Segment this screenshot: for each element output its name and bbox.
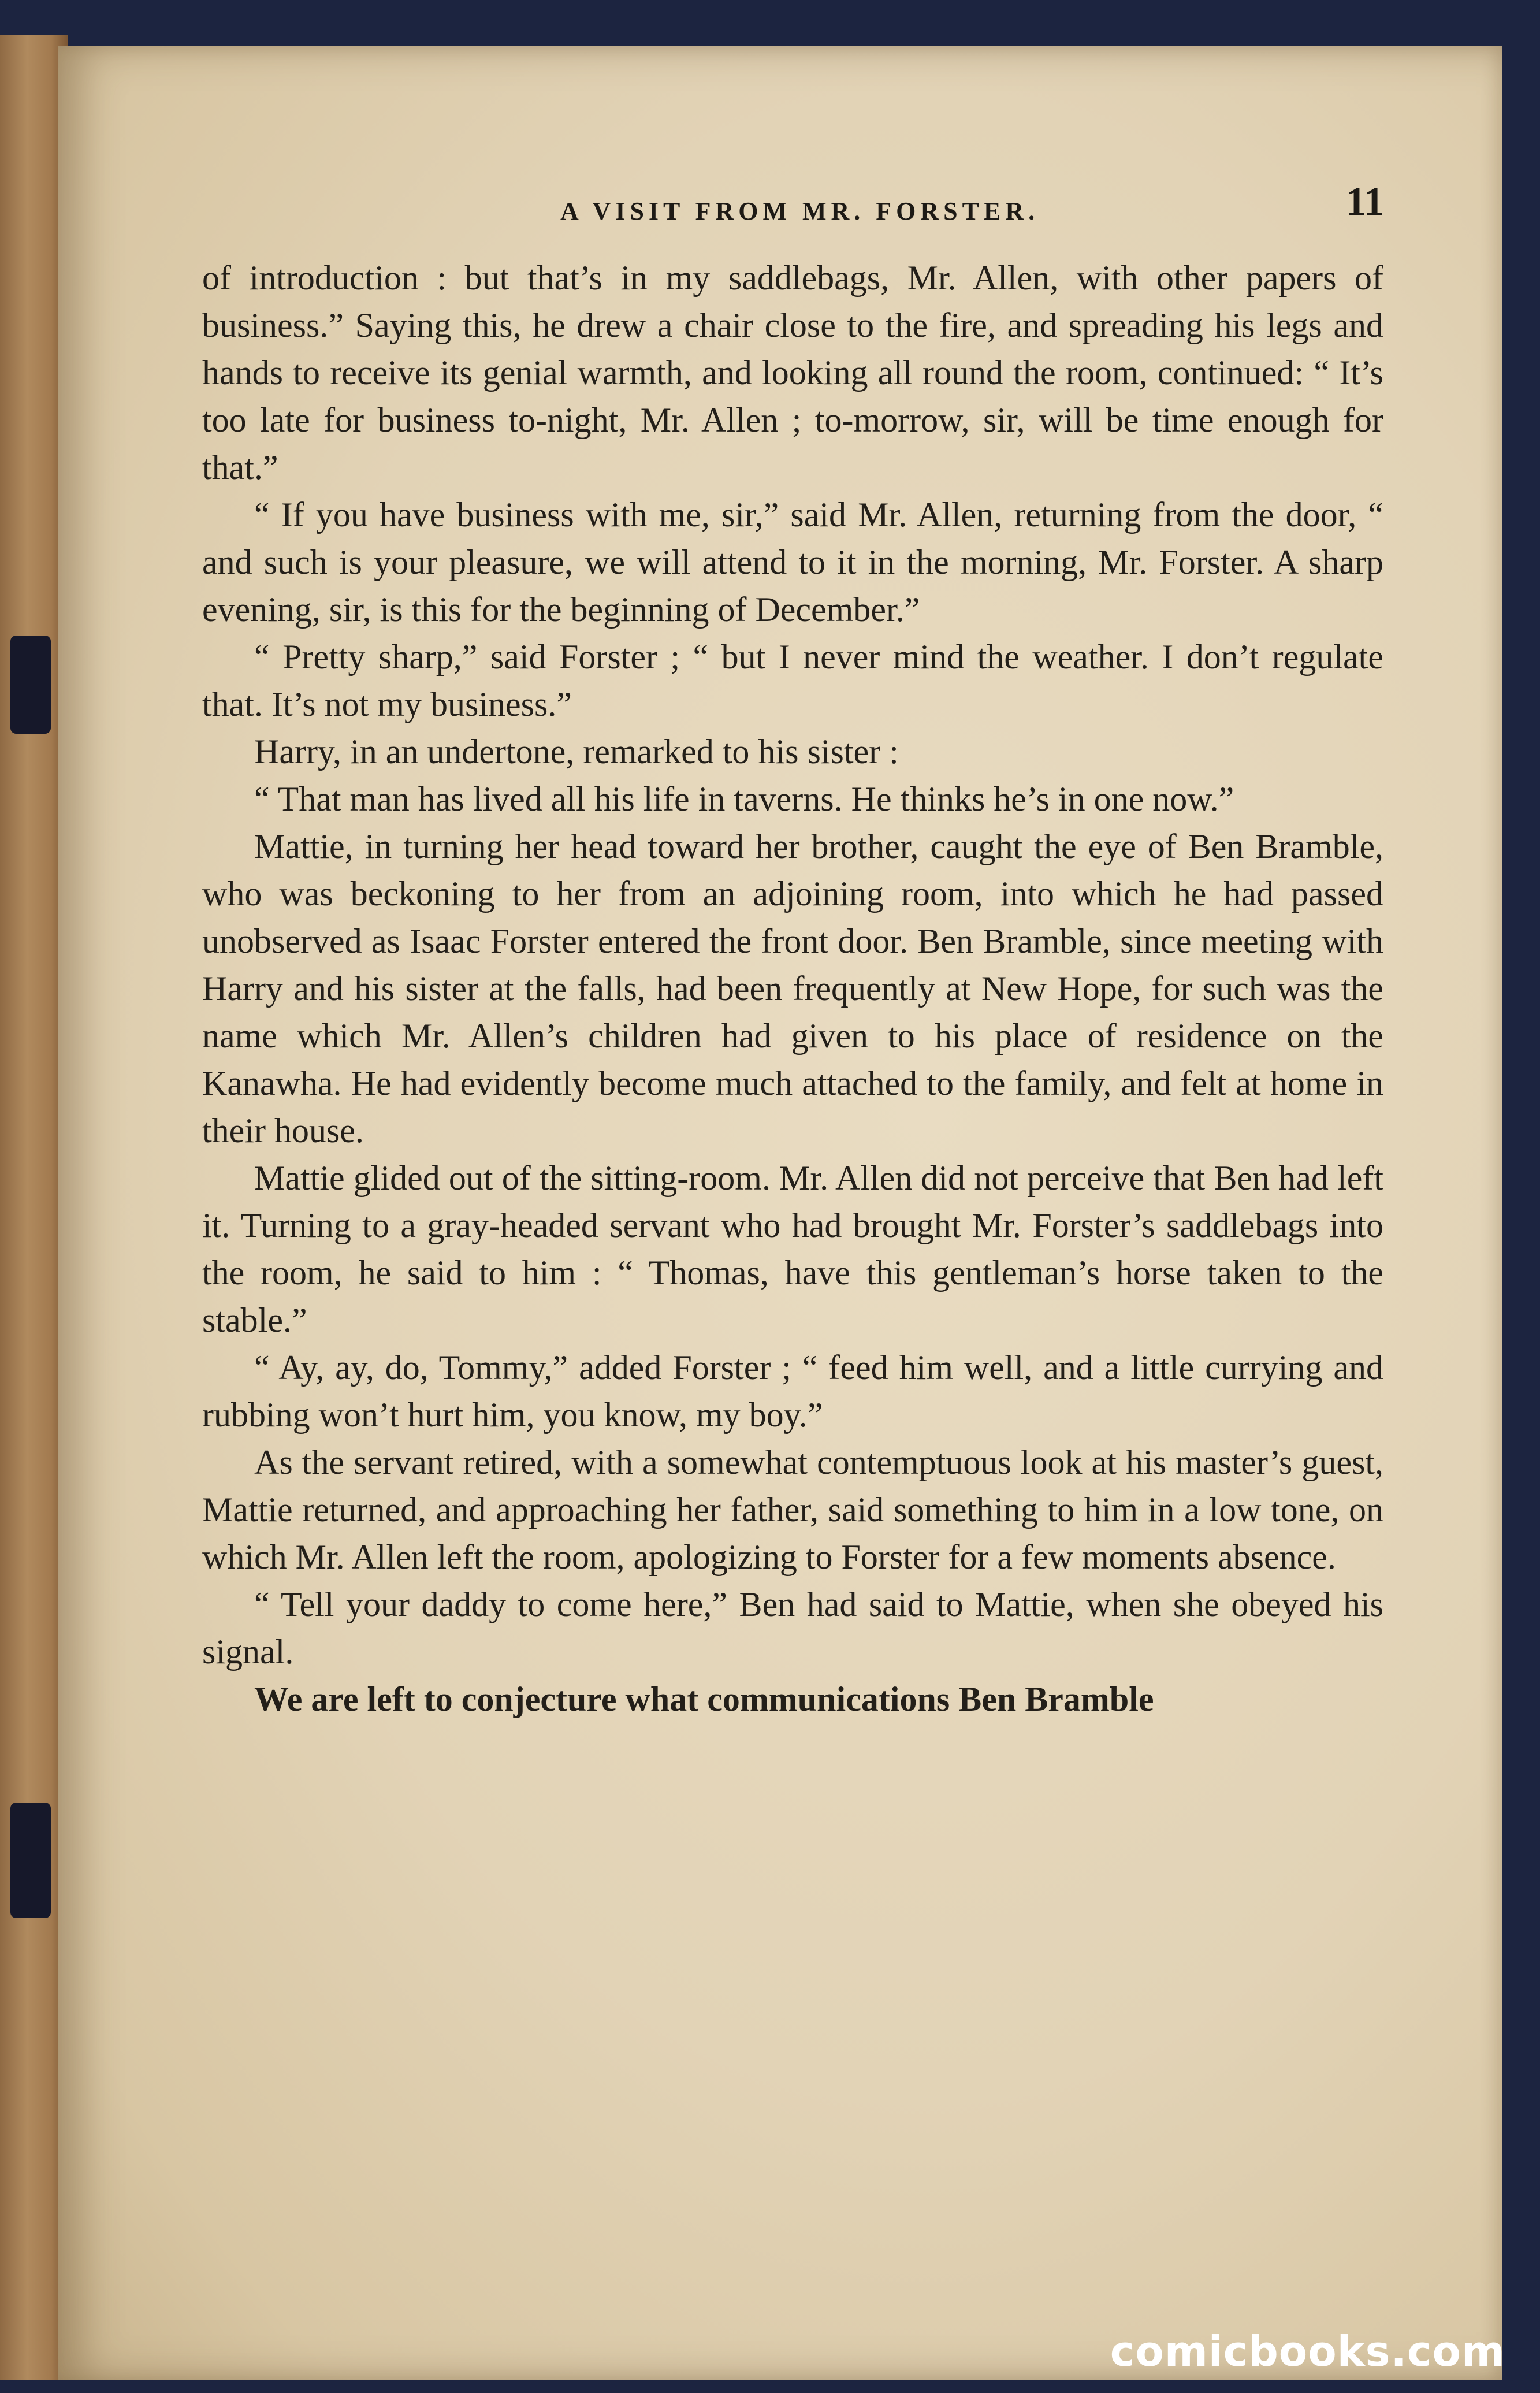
paragraph: “ Tell your daddy to come here,” Ben had said to Mattie, when she obeyed his signal. xyxy=(202,1585,1383,1671)
paragraph: “ That man has lived all his life in taverns. He thinks he’s in one now.” xyxy=(254,780,1234,818)
paragraph: Mattie, in turning her head toward her brother, caught the eye of Ben Bramble, who was beckoning to her from an adjoining room, into which he had passed unobserved as Isaac Forster entered the front door. Ben Bramble, since meeting with Harry and his sister at the falls, had been frequently at New Hope, for such was the name which Mr. Allen’s children had given to his place of residence on the Kanawha. He had evidently become much attached to the family, and felt at home in their house. xyxy=(202,827,1383,1150)
running-head-title: A VISIT FROM MR. FORSTER. xyxy=(560,197,1040,225)
page-number: 11 xyxy=(1346,180,1385,224)
paragraph: of introduction : but that’s in my saddlebags, Mr. Allen, with other papers of business.” Saying this, he drew a chair close to the fire, and spreading his legs and hands to receive its genial warmth, and looking all round the room, continued: “ It’s too late for business to-night, Mr. Allen ; to-morrow, sir, will be time enough for that.” xyxy=(202,259,1383,486)
watermark-text: comicbooks.com xyxy=(1110,2327,1505,2376)
binding-stitch-hole xyxy=(10,636,51,734)
paragraph: We are left to conjecture what communications Ben Bramble xyxy=(254,1680,1154,1718)
paragraph: Mattie glided out of the sitting-room. Mr. Allen did not perceive that Ben had left it. Turning to a gray-headed servant who had brought Mr. Forster’s saddlebags into the room, he said to him : “ Thomas, have this gentleman’s horse taken to the stable.” xyxy=(202,1159,1383,1339)
paragraph: “ Pretty sharp,” said Forster ; “ but I never mind the weather. I don’t regulate that. It’s not my business.” xyxy=(202,638,1383,723)
binding-stitch-hole xyxy=(10,1803,51,1918)
running-head xyxy=(58,179,1502,243)
paragraph: As the servant retired, with a somewhat contemptuous look at his master’s guest, Mattie returned, and approaching her father, said something to him in a low tone, on which Mr. Allen left the room, apologizing to Forster for a few moments absence. xyxy=(202,1443,1383,1576)
body-text xyxy=(202,254,1383,1723)
paragraph: “ If you have business with me, sir,” said Mr. Allen, returning from the door, “ and such is your pleasure, we will attend to it in the morning, Mr. Forster. A sharp evening, sir, is this for the beginning of December.” xyxy=(202,496,1383,629)
paragraph: Harry, in an undertone, remarked to his sister : xyxy=(254,733,899,771)
paragraph: “ Ay, ay, do, Tommy,” added Forster ; “ feed him well, and a little currying and rubbing won’t hurt him, you know, my boy.” xyxy=(202,1348,1383,1434)
